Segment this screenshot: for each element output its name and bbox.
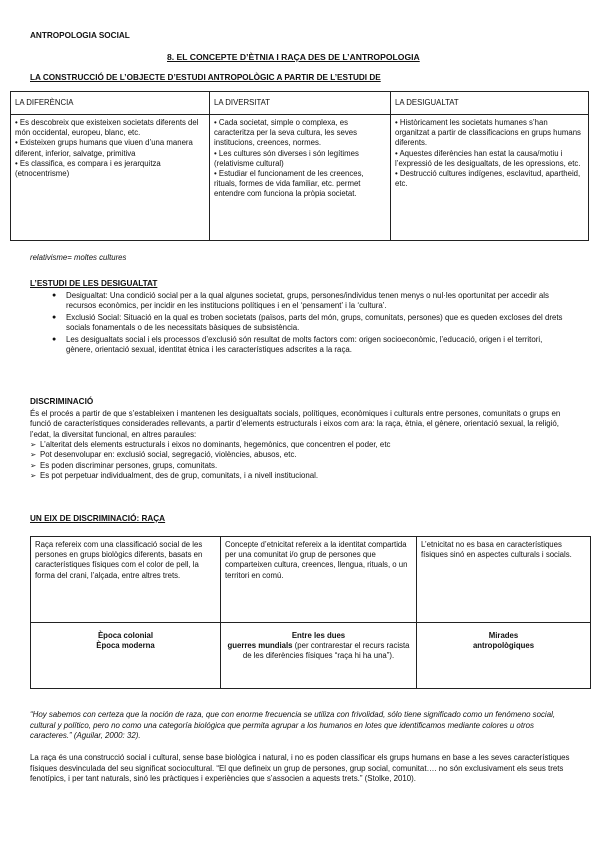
inequality-item: • Històricament les societats humanes s’han organitzat a partir de classificacions en grups humans diferents. (395, 118, 581, 148)
column-header-difference: LA DIFERÈNCIA (11, 92, 210, 115)
section-heading-inequality: L’ESTUDI DE LES DESIGUALTAT (30, 279, 158, 288)
section-heading-construction: LA CONSTRUCCIÓ DE L’OBJECTE D’ESTUDI ANTROPOLÒGIC A PARTIR DE L’ESTUDI DE (30, 73, 381, 82)
list-item: ➢ Pot desenvolupar en: exclusió social, segregació, violències, abusos, etc. (30, 450, 297, 460)
bullet-icon: ● (52, 336, 57, 343)
difference-diversity-inequality-table (10, 91, 589, 241)
arrow-bullet-icon: ➢ (30, 450, 37, 460)
page-title: 8. EL CONCEPTE D’ÈTNIA I RAÇA DES DE L’ANTROPOLOGIA (167, 52, 420, 62)
arrow-bullet-icon: ➢ (30, 471, 37, 481)
difference-item: • Existeixen grups humans que viuen d’una manera diferent, inferior, salvatge, primitiva (15, 138, 193, 158)
list-item: ● Les desigualtats social i els processos d’exclusió són resultat de molts factors com: origen socioeconòmic, l’educació, origen i el territori, gènere, orientació sexual, identitat ètnica i les característiques adscrites a la raça. (52, 335, 543, 355)
difference-item: • Es classifica, es compara i es jerarquitza (etnocentrisme) (15, 158, 161, 179)
list-item: ➢ Es pot perpetuar individualment, des de grup, comunitats, i a nivell institucional. (30, 471, 319, 481)
world-wars-explanation: (per contrarestar el recurs racista de les diferències físiques “raça hi ha una”). (242, 641, 410, 661)
race-definition-cell: Raça refereix com una classificació social de les persones en grups biològics diferents, basats en característiques físiques com el color de pell, la forma del crani, l’alçada, entre altres trets. (31, 537, 221, 623)
ethnicity-note-cell: L’etnicitat no es basa en característiques físiques sinó en aspectes culturals i socials. (417, 537, 591, 623)
inequality-item: • Destrucció cultures indígenes, esclavitud, apartheid, etc. (395, 169, 581, 189)
period-colonial: Època colonial (97, 631, 154, 640)
anthropological-perspectives: Mirades (488, 631, 519, 640)
column-header-inequality: LA DESIGUALTAT (391, 92, 589, 115)
period-cell-colonial-modern (31, 623, 221, 689)
difference-cell (11, 115, 210, 241)
list-item: ➢ Es poden discriminar persones, grups, comunitats. (30, 460, 218, 470)
list-item: ➢ L’alteritat dels elements estructurals i eixos no dominants, hegemònics, que concentren el poder, etc (30, 440, 391, 449)
difference-item: • Es descobreix que existeixen societats diferents del món occidental, europeu, blanc, etc. (15, 118, 199, 138)
section-heading-discrimination: DISCRIMINACIÓ (30, 397, 94, 406)
course-name: ANTROPOLOGIA SOCIAL (30, 31, 130, 40)
period-cell-world-wars (221, 623, 417, 689)
list-item: ● Exclusió Social: Situació en la qual es troben societats (països, parts del món, grups, comunitats, persones) que es queden excloses del drets socials fonamentals o de les necessitats bàsiques de subsistència. (52, 313, 563, 333)
diversity-cell (210, 115, 391, 241)
race-ethnicity-table (30, 536, 591, 689)
diversity-item: • Les cultures són diverses i són legítimes (relativisme cultural) (214, 148, 359, 168)
bullet-icon: ● (52, 292, 57, 299)
arrow-bullet-icon: ➢ (30, 440, 37, 449)
race-construction-paragraph: La raça és una construcció social i cultural, sense base biològica i natural, i no es poden classificar els grups humans en base a les seves característiques físiques desvinculada del seu significat sociocultural. “El que defineix un grup de persones, grup social, comunitat…. no són exclusivament els seus trets fenotípics, i per tant naturals, sinó les pràctiques i experiències que s’associen a aquests trets.” (Stolke, 2010). (30, 753, 570, 784)
inequality-bullet-list (52, 291, 570, 357)
discrimination-list (30, 440, 570, 482)
arrow-bullet-icon: ➢ (30, 460, 37, 470)
period-between-wars: Entre les dues (291, 631, 346, 640)
bullet-icon: ● (52, 314, 57, 321)
period-world-wars: guerres mundials (227, 641, 293, 651)
discrimination-intro: És el procés a partir de que s’estableixen i mantenen les desigualtats socials, polítiques, econòmiques i culturals entre persones, comunitats o grups en funció de característiques considerades rellevants, a partir d’elements estructurals i eixos com ara: la raça, ètnia, el gènere, orientació sexual, la religió, l’edat, la diversitat funcional, en altres paraules: (30, 409, 561, 439)
inequality-item: • Aquestes diferències han estat la causa/motiu i l’expressió de les desigualtats, de les opressions, etc. (395, 148, 581, 168)
section-heading-race: UN EIX DE DISCRIMINACIÓ: RAÇA (30, 514, 166, 523)
diversity-item: • Cada societat, simple o complexa, es caracteritza per la seva cultura, les seves institucions, creences, normes. (214, 118, 358, 148)
list-item: ● Desigualtat: Una condició social per a la qual algunes societat, grups, persones/individus tenen menys o nul·les oportunitat per accedir als recursos econòmics, per incidir en les institucions polítiques i en el ‘pensament’ i la ‘cultura’. (52, 291, 549, 311)
ethnicity-definition-cell: Concepte d’etnicitat refereix a la identitat compartida per una comunitat i/o grup de persones que comparteixen cultura, creences, llengua, rituals, o un territori en comú. (221, 537, 417, 623)
relativism-note: relativisme= moltes cultures (30, 253, 127, 262)
aguilar-quote: “Hoy sabemos con certeza que la noción de raza, que con enorme frecuencia se utiliza con frivolidad, sólo tiene significado como un fenómeno social, cultural y político, pero no como una categoría biológica que permita agrupar a los humanos en lotes que identificamos mediante colores u otros caracteres.” (Aguilar, 2000: 32). (30, 710, 556, 741)
period-cell-anthropological (417, 623, 591, 689)
diversity-item: • Estudiar el funcionament de les creences, rituals, formes de vida familiar, etc. permet entendre com funciona la pròpia societat. (214, 169, 364, 199)
anthropological-perspectives-2: antropològiques (472, 641, 535, 651)
inequality-cell (391, 115, 589, 241)
period-modern: Època moderna (96, 641, 155, 651)
column-header-diversity: LA DIVERSITAT (210, 92, 391, 115)
